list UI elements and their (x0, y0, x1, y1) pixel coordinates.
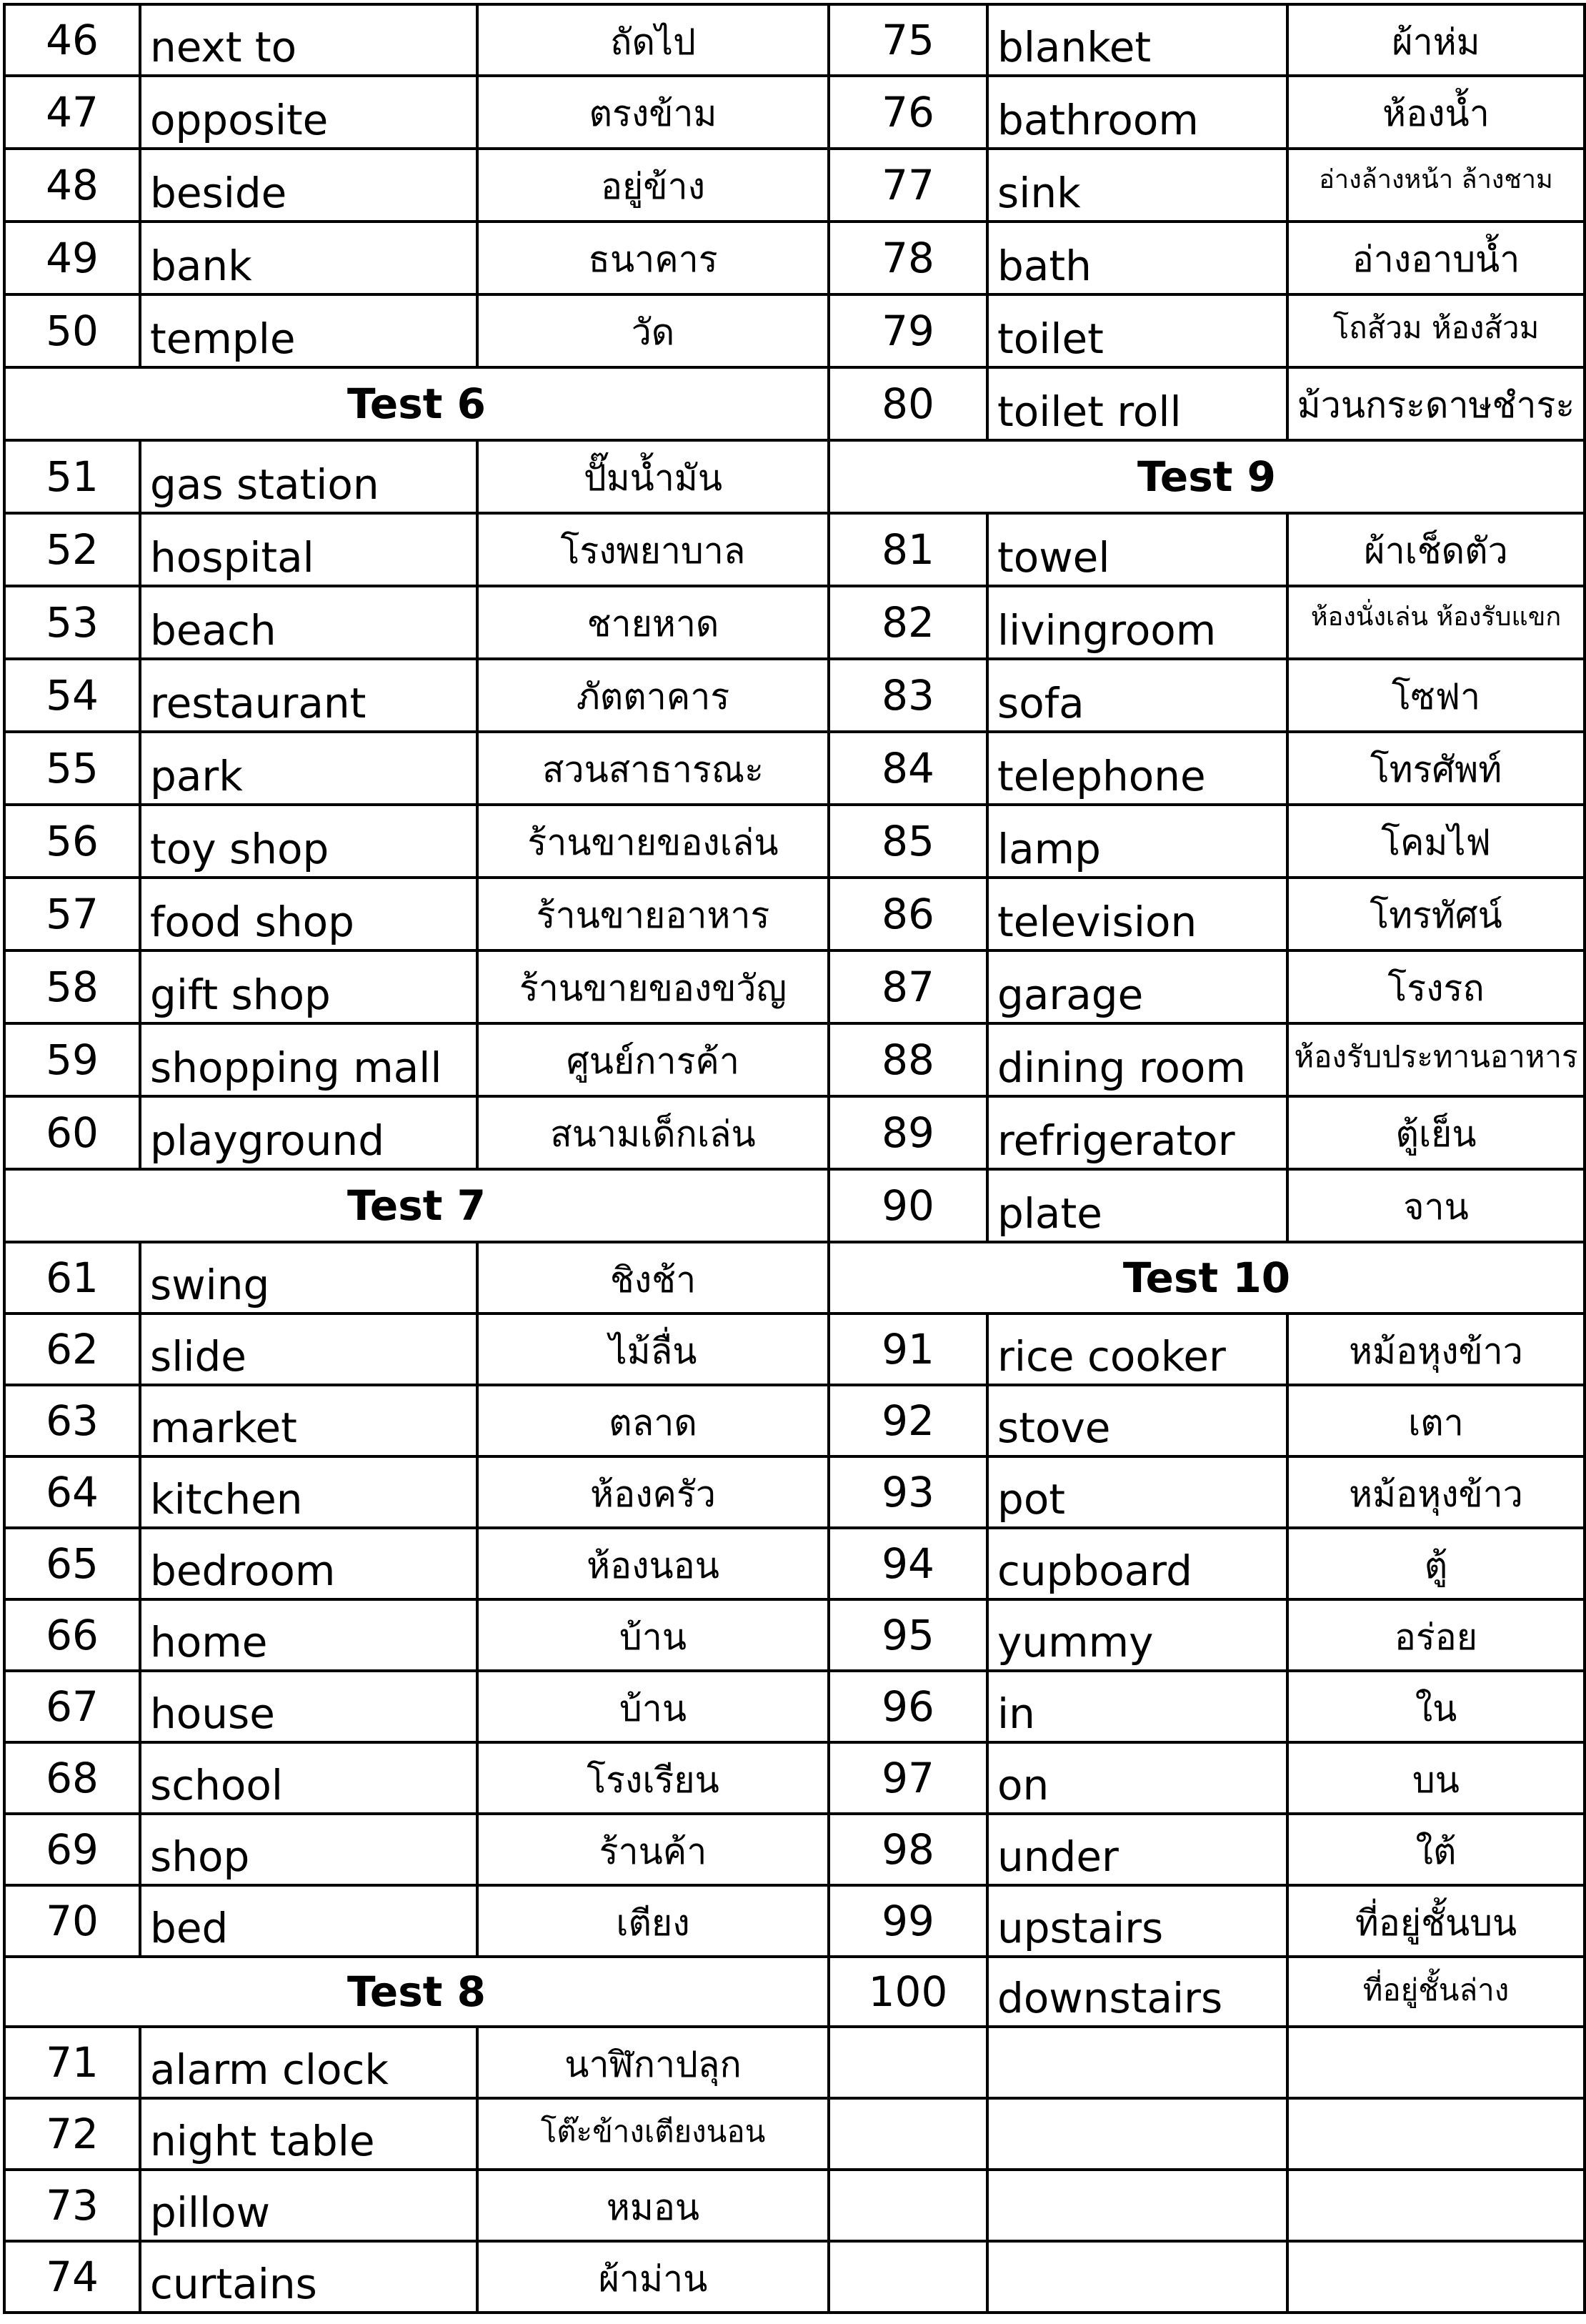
vocab-row (4, 2098, 829, 2170)
test-header-row (829, 440, 1585, 513)
word-number: 85 (829, 805, 987, 878)
english-word: opposite (140, 76, 477, 149)
english-word: telephone (987, 732, 1287, 805)
thai-translation: ห้องครัว (477, 1456, 829, 1528)
word-number: 86 (829, 878, 987, 950)
empty-row (829, 2170, 1585, 2241)
vocab-row (829, 586, 1585, 659)
thai-translation: อ่างอาบน้ำ (1287, 222, 1585, 294)
word-number: 88 (829, 1023, 987, 1096)
thai-translation: ไม้ลื่น (477, 1314, 829, 1385)
empty-cell (829, 2098, 987, 2170)
vocab-row (4, 1599, 829, 1671)
empty-cell (1287, 2098, 1585, 2170)
vocab-row (4, 586, 829, 659)
vocab-row (829, 1023, 1585, 1096)
english-word: gas station (140, 440, 477, 513)
english-word: refrigerator (987, 1096, 1287, 1169)
english-word: kitchen (140, 1456, 477, 1528)
word-number: 47 (4, 76, 140, 149)
thai-translation: โรงพยาบาล (477, 513, 829, 586)
vocab-row (4, 2241, 829, 2313)
thai-translation: ร้านขายของขวัญ (477, 950, 829, 1023)
english-word: livingroom (987, 586, 1287, 659)
english-word: restaurant (140, 659, 477, 732)
vocab-row (4, 513, 829, 586)
empty-cell (1287, 2027, 1585, 2098)
word-number: 95 (829, 1599, 987, 1671)
thai-translation: หม้อหุงข้าว (1287, 1314, 1585, 1385)
word-number: 87 (829, 950, 987, 1023)
vocab-row (4, 2170, 829, 2241)
thai-translation: ชายหาด (477, 586, 829, 659)
word-number: 68 (4, 1742, 140, 1814)
vocab-row (4, 1456, 829, 1528)
english-word: shop (140, 1814, 477, 1885)
vocab-row (829, 732, 1585, 805)
english-word: park (140, 732, 477, 805)
thai-translation: ปั๊มน้ำมัน (477, 440, 829, 513)
word-number: 70 (4, 1885, 140, 1957)
english-word: toilet roll (987, 367, 1287, 440)
vocab-row (829, 659, 1585, 732)
english-word: house (140, 1671, 477, 1742)
word-number: 60 (4, 1096, 140, 1169)
english-word: bank (140, 222, 477, 294)
thai-translation: ใต้ (1287, 1814, 1585, 1885)
english-word: bedroom (140, 1528, 477, 1599)
vocab-row (829, 1742, 1585, 1814)
english-word: beach (140, 586, 477, 659)
word-number: 50 (4, 294, 140, 367)
thai-translation: ผ้าม่าน (477, 2241, 829, 2313)
thai-translation: โคมไฟ (1287, 805, 1585, 878)
empty-row (829, 2098, 1585, 2170)
word-number: 78 (829, 222, 987, 294)
thai-translation: ร้านขายอาหาร (477, 878, 829, 950)
vocab-row (4, 1885, 829, 1957)
thai-translation: ร้านขายของเล่น (477, 805, 829, 878)
test-header: Test 6 (4, 367, 829, 440)
word-number: 94 (829, 1528, 987, 1599)
thai-translation: จาน (1287, 1169, 1585, 1242)
english-word: school (140, 1742, 477, 1814)
thai-translation: ศูนย์การค้า (477, 1023, 829, 1096)
test-header-row (829, 1242, 1585, 1314)
thai-translation: โซฟา (1287, 659, 1585, 732)
thai-translation: โถส้วม ห้องส้วม (1287, 294, 1585, 367)
english-word: bath (987, 222, 1287, 294)
thai-translation: บ้าน (477, 1671, 829, 1742)
word-number: 89 (829, 1096, 987, 1169)
vocab-row (4, 732, 829, 805)
thai-translation: อยู่ข้าง (477, 149, 829, 222)
word-number: 74 (4, 2241, 140, 2313)
vocab-row (4, 294, 829, 367)
left-vocab-table (3, 3, 830, 2314)
word-number: 77 (829, 149, 987, 222)
word-number: 61 (4, 1242, 140, 1314)
word-number: 54 (4, 659, 140, 732)
vocab-row (4, 878, 829, 950)
empty-cell (829, 2241, 987, 2313)
english-word: toilet (987, 294, 1287, 367)
word-number: 65 (4, 1528, 140, 1599)
english-word: shopping mall (140, 1023, 477, 1096)
word-number: 57 (4, 878, 140, 950)
empty-cell (987, 2027, 1287, 2098)
word-number: 76 (829, 76, 987, 149)
thai-translation: บน (1287, 1742, 1585, 1814)
test-header-row (4, 1169, 829, 1242)
vocab-row (4, 149, 829, 222)
vocab-row (4, 440, 829, 513)
word-number: 73 (4, 2170, 140, 2241)
word-number: 80 (829, 367, 987, 440)
word-number: 99 (829, 1885, 987, 1957)
empty-cell (987, 2241, 1287, 2313)
empty-row (829, 2027, 1585, 2098)
word-number: 75 (829, 4, 987, 76)
thai-translation: โทรทัศน์ (1287, 878, 1585, 950)
vocab-row (4, 659, 829, 732)
vocab-row (829, 1885, 1585, 1957)
empty-cell (987, 2170, 1287, 2241)
word-number: 84 (829, 732, 987, 805)
thai-translation: ผ้าห่ม (1287, 4, 1585, 76)
empty-cell (829, 2170, 987, 2241)
word-number: 63 (4, 1385, 140, 1456)
english-word: night table (140, 2098, 477, 2170)
thai-translation: วัด (477, 294, 829, 367)
thai-translation: ใน (1287, 1671, 1585, 1742)
vocab-row (4, 1314, 829, 1385)
english-word: towel (987, 513, 1287, 586)
english-word: curtains (140, 2241, 477, 2313)
vocab-row (829, 149, 1585, 222)
word-number: 100 (829, 1957, 987, 2027)
vocab-row (4, 950, 829, 1023)
vocab-row (829, 222, 1585, 294)
word-number: 66 (4, 1599, 140, 1671)
vocab-row (4, 1385, 829, 1456)
thai-translation: ที่อยู่ชั้นบน (1287, 1885, 1585, 1957)
thai-translation: โรงเรียน (477, 1742, 829, 1814)
thai-translation: สวนสาธารณะ (477, 732, 829, 805)
english-word: slide (140, 1314, 477, 1385)
vocab-row (4, 1023, 829, 1096)
english-word: sink (987, 149, 1287, 222)
thai-translation: ร้านค้า (477, 1814, 829, 1885)
thai-translation: ตลาด (477, 1385, 829, 1456)
english-word: bathroom (987, 76, 1287, 149)
word-number: 53 (4, 586, 140, 659)
vocab-row (829, 805, 1585, 878)
empty-cell (1287, 2241, 1585, 2313)
english-word: in (987, 1671, 1287, 1742)
english-word: yummy (987, 1599, 1287, 1671)
word-number: 81 (829, 513, 987, 586)
test-header: Test 10 (829, 1242, 1585, 1314)
thai-translation: ห้องน้ำ (1287, 76, 1585, 149)
vocab-row (829, 76, 1585, 149)
english-word: blanket (987, 4, 1287, 76)
english-word: under (987, 1814, 1287, 1885)
test-header: Test 7 (4, 1169, 829, 1242)
empty-cell (1287, 2170, 1585, 2241)
vocab-row (4, 222, 829, 294)
thai-translation: ตู้ (1287, 1528, 1585, 1599)
word-number: 67 (4, 1671, 140, 1742)
thai-translation: โทรศัพท์ (1287, 732, 1585, 805)
english-word: pot (987, 1456, 1287, 1528)
thai-translation: นาฬิกาปลุก (477, 2027, 829, 2098)
word-number: 90 (829, 1169, 987, 1242)
word-number: 98 (829, 1814, 987, 1885)
english-word: gift shop (140, 950, 477, 1023)
vocab-row (4, 1814, 829, 1885)
english-word: bed (140, 1885, 477, 1957)
vocab-row (829, 1957, 1585, 2027)
english-word: sofa (987, 659, 1287, 732)
thai-translation: อ่างล้างหน้า ล้างชาม (1287, 149, 1585, 222)
thai-translation: ห้องนอน (477, 1528, 829, 1599)
word-number: 69 (4, 1814, 140, 1885)
word-number: 72 (4, 2098, 140, 2170)
english-word: dining room (987, 1023, 1287, 1096)
word-number: 46 (4, 4, 140, 76)
word-number: 59 (4, 1023, 140, 1096)
empty-cell (987, 2098, 1287, 2170)
word-number: 55 (4, 732, 140, 805)
thai-translation: ถัดไป (477, 4, 829, 76)
word-number: 79 (829, 294, 987, 367)
vocab-row (829, 1314, 1585, 1385)
english-word: upstairs (987, 1885, 1287, 1957)
vocab-row (829, 513, 1585, 586)
vocab-row (829, 367, 1585, 440)
thai-translation: เตียง (477, 1885, 829, 1957)
word-number: 93 (829, 1456, 987, 1528)
english-word: lamp (987, 805, 1287, 878)
english-word: swing (140, 1242, 477, 1314)
word-number: 82 (829, 586, 987, 659)
english-word: beside (140, 149, 477, 222)
thai-translation: ม้วนกระดาษชำระ (1287, 367, 1585, 440)
english-word: pillow (140, 2170, 477, 2241)
thai-translation: โรงรถ (1287, 950, 1585, 1023)
vocab-row (4, 1671, 829, 1742)
empty-row (829, 2241, 1585, 2313)
vocab-row (4, 1742, 829, 1814)
vocab-row (829, 1599, 1585, 1671)
thai-translation: หม้อหุงข้าว (1287, 1456, 1585, 1528)
word-number: 62 (4, 1314, 140, 1385)
test-header-row (4, 367, 829, 440)
word-number: 92 (829, 1385, 987, 1456)
thai-translation: ธนาคาร (477, 222, 829, 294)
word-number: 52 (4, 513, 140, 586)
english-word: cupboard (987, 1528, 1287, 1599)
thai-translation: เตา (1287, 1385, 1585, 1456)
english-word: rice cooker (987, 1314, 1287, 1385)
word-number: 91 (829, 1314, 987, 1385)
vocab-row (4, 76, 829, 149)
thai-translation: ภัตตาคาร (477, 659, 829, 732)
vocab-row (4, 4, 829, 76)
english-word: stove (987, 1385, 1287, 1456)
word-number: 48 (4, 149, 140, 222)
thai-translation: อร่อย (1287, 1599, 1585, 1671)
word-number: 56 (4, 805, 140, 878)
thai-translation: สนามเด็กเล่น (477, 1096, 829, 1169)
vocab-row (829, 1096, 1585, 1169)
test-header: Test 9 (829, 440, 1585, 513)
english-word: alarm clock (140, 2027, 477, 2098)
vocab-row (829, 1671, 1585, 1742)
thai-translation: บ้าน (477, 1599, 829, 1671)
vocab-row (829, 1814, 1585, 1885)
word-number: 83 (829, 659, 987, 732)
vocab-row (829, 294, 1585, 367)
thai-translation: ชิงช้า (477, 1242, 829, 1314)
word-number: 97 (829, 1742, 987, 1814)
word-number: 71 (4, 2027, 140, 2098)
english-word: on (987, 1742, 1287, 1814)
english-word: temple (140, 294, 477, 367)
vocab-row (829, 1169, 1585, 1242)
english-word: home (140, 1599, 477, 1671)
thai-translation: หมอน (477, 2170, 829, 2241)
vocab-row (4, 1096, 829, 1169)
vocab-row (829, 1528, 1585, 1599)
vocab-row (829, 878, 1585, 950)
vocab-row (829, 4, 1585, 76)
test-header: Test 8 (4, 1957, 829, 2027)
thai-translation: ห้องนั่งเล่น ห้องรับแขก (1287, 586, 1585, 659)
word-number: 51 (4, 440, 140, 513)
vocab-row (4, 1528, 829, 1599)
english-word: next to (140, 4, 477, 76)
english-word: toy shop (140, 805, 477, 878)
vocab-row (4, 805, 829, 878)
empty-cell (829, 2027, 987, 2098)
word-number: 49 (4, 222, 140, 294)
english-word: food shop (140, 878, 477, 950)
vocab-row (4, 2027, 829, 2098)
thai-translation: ตู้เย็น (1287, 1096, 1585, 1169)
vocab-row (829, 950, 1585, 1023)
thai-translation: ที่อยู่ชั้นล่าง (1287, 1957, 1585, 2027)
english-word: garage (987, 950, 1287, 1023)
english-word: television (987, 878, 1287, 950)
word-number: 58 (4, 950, 140, 1023)
vocab-row (4, 1242, 829, 1314)
test-header-row (4, 1957, 829, 2027)
word-number: 96 (829, 1671, 987, 1742)
right-vocab-table (827, 3, 1586, 2314)
english-word: playground (140, 1096, 477, 1169)
vocab-row (829, 1385, 1585, 1456)
english-word: plate (987, 1169, 1287, 1242)
vocab-row (829, 1456, 1585, 1528)
english-word: hospital (140, 513, 477, 586)
thai-translation: ห้องรับประทานอาหาร (1287, 1023, 1585, 1096)
thai-translation: ผ้าเช็ดตัว (1287, 513, 1585, 586)
english-word: market (140, 1385, 477, 1456)
english-word: downstairs (987, 1957, 1287, 2027)
word-number: 64 (4, 1456, 140, 1528)
thai-translation: ตรงข้าม (477, 76, 829, 149)
thai-translation: โต๊ะข้างเตียงนอน (477, 2098, 829, 2170)
